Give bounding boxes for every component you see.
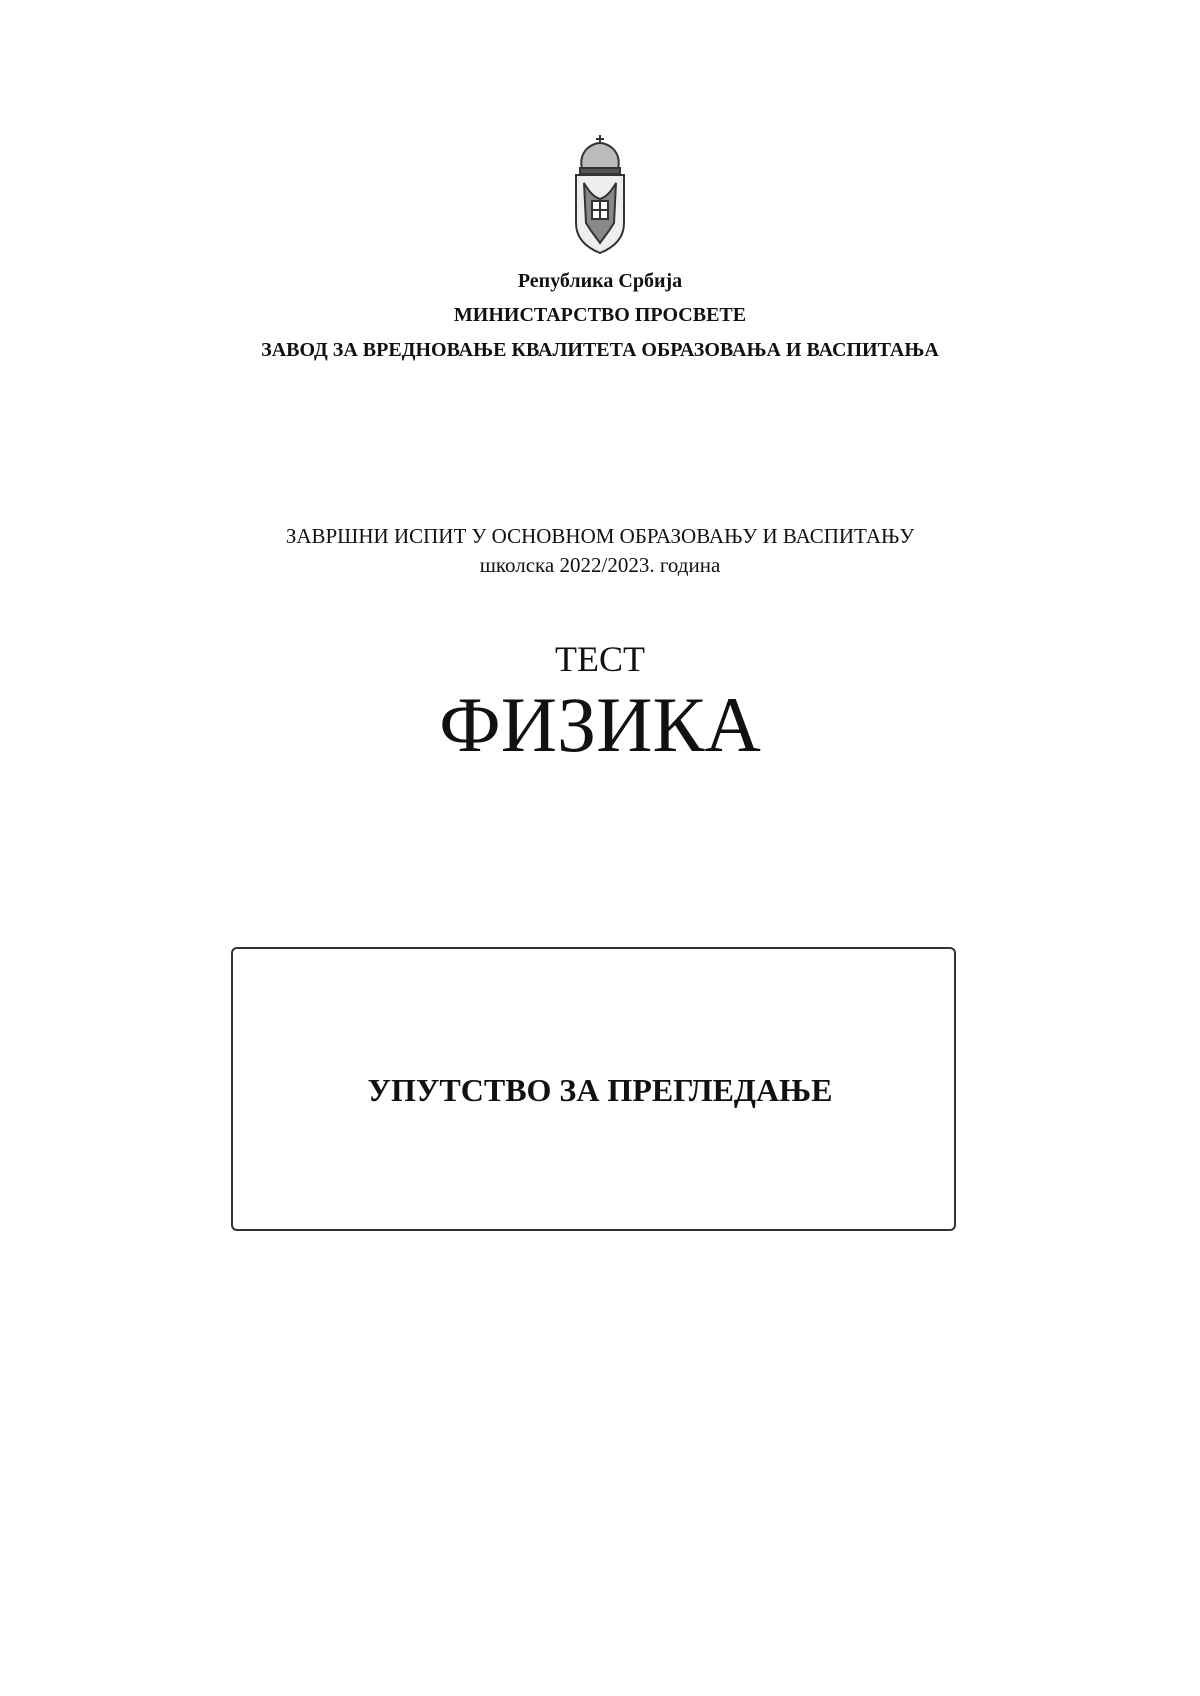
country-name: Република Србија [517, 270, 683, 292]
institute-name: ЗАВОД ЗА ВРЕДНОВАЊЕ КВАЛИТЕТА ОБРАЗОВАЊА И ВАСПИТАЊА [261, 339, 939, 361]
ministry-name: МИНИСТАРСТВО ПРОСВЕТЕ [453, 304, 747, 326]
coat-of-arms-icon [570, 133, 630, 255]
exam-name: ЗАВРШНИ ИСПИТ У ОСНОВНОМ ОБРАЗОВАЊУ И ВАСПИТАЊУ [285, 524, 915, 548]
school-year: школска 2022/2023. година [479, 553, 721, 577]
subject-title: ФИЗИКА [439, 681, 761, 768]
test-label: ТЕСТ [555, 639, 645, 679]
instructions-title: УПУТСТВО ЗА ПРЕГЛЕДАЊЕ [367, 1072, 833, 1108]
